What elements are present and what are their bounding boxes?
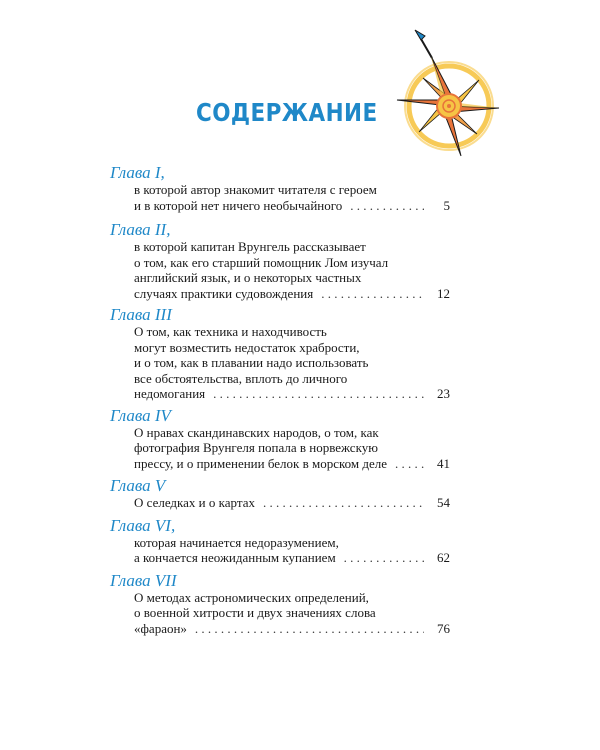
- page-number: 41: [437, 455, 450, 471]
- toc-entry-chapter-1: [110, 164, 450, 213]
- chapter-heading: Глава V: [110, 476, 166, 495]
- chapter-heading: Глава IV: [110, 405, 171, 425]
- chapter-description-line: недомогания: [134, 386, 206, 401]
- chapter-description-line: в которой автор знакомит читателя с героем: [134, 182, 377, 197]
- chapter-description-line: «фараон»: [134, 620, 187, 636]
- compass-rose-icon: [387, 28, 503, 158]
- chapter-description-line: и о том, как в плавании надо использовать: [134, 355, 369, 370]
- chapter-description-line: прессу, и о применении белок в морском деле: [134, 455, 388, 471]
- toc-entry-chapter-3: [110, 306, 450, 402]
- toc-entry-chapter-2: [110, 221, 450, 301]
- chapter-description-line: все обстоятельства, вплоть до личного: [134, 370, 348, 386]
- chapter-description-line: и в которой нет ничего необычайного: [134, 197, 343, 213]
- toc-entry-chapter-5: [110, 477, 450, 511]
- leader-dots: [213, 386, 424, 402]
- page-number: 5: [443, 197, 450, 213]
- chapter-description-line: фотография Врунгеля попала в норвежскую: [134, 440, 378, 455]
- toc-entry-chapter-7: [110, 572, 450, 637]
- chapter-heading: Глава I,: [110, 163, 165, 182]
- chapter-description-line: а кончается неожиданным купанием: [134, 550, 336, 565]
- chapter-description-line: случаях практики судовождения: [134, 285, 314, 301]
- chapter-description-line: о том, как его старший помощник Лом изучал: [134, 254, 389, 270]
- table-of-contents: [110, 164, 450, 636]
- chapter-heading: Глава III: [110, 305, 172, 324]
- leader-dots: [344, 550, 424, 566]
- page-number: 23: [437, 386, 450, 401]
- chapter-description-line: О том, как техника и находчивость: [134, 324, 327, 339]
- leader-dots: [321, 286, 424, 302]
- chapter-description-line: которая начинается недоразумением,: [134, 534, 339, 550]
- chapter-heading: Глава VI,: [110, 515, 176, 535]
- chapter-heading: Глава II,: [110, 220, 171, 239]
- chapter-description-line: могут возместить недостаток храбрости,: [134, 339, 360, 355]
- chapter-description-line: в которой капитан Врунгель рассказывает: [134, 239, 366, 254]
- toc-entry-chapter-4: [110, 407, 450, 472]
- chapter-description-line: о военной хитрости и двух значениях слова: [134, 605, 376, 620]
- leader-dots: [350, 198, 424, 214]
- chapter-heading: Глава VII: [110, 570, 177, 590]
- chapter-description-line: О селедках и о картах: [134, 495, 255, 510]
- chapter-description-line: О нравах скандинавских народов, о том, как: [134, 424, 379, 440]
- page-number: 62: [437, 550, 450, 565]
- chapter-description-line: О методах астрономических определений,: [134, 589, 369, 605]
- leader-dots: [263, 495, 424, 511]
- chapter-description-line: английский язык, и о некоторых частных: [134, 270, 362, 285]
- page-number: 54: [437, 495, 450, 510]
- leader-dots: [195, 621, 424, 637]
- leader-dots: [395, 456, 424, 472]
- page-title: СОДЕРЖАНИЕ: [196, 98, 378, 127]
- page-number: 12: [437, 285, 450, 301]
- page-number: 76: [437, 620, 450, 636]
- toc-entry-chapter-6: [110, 517, 450, 566]
